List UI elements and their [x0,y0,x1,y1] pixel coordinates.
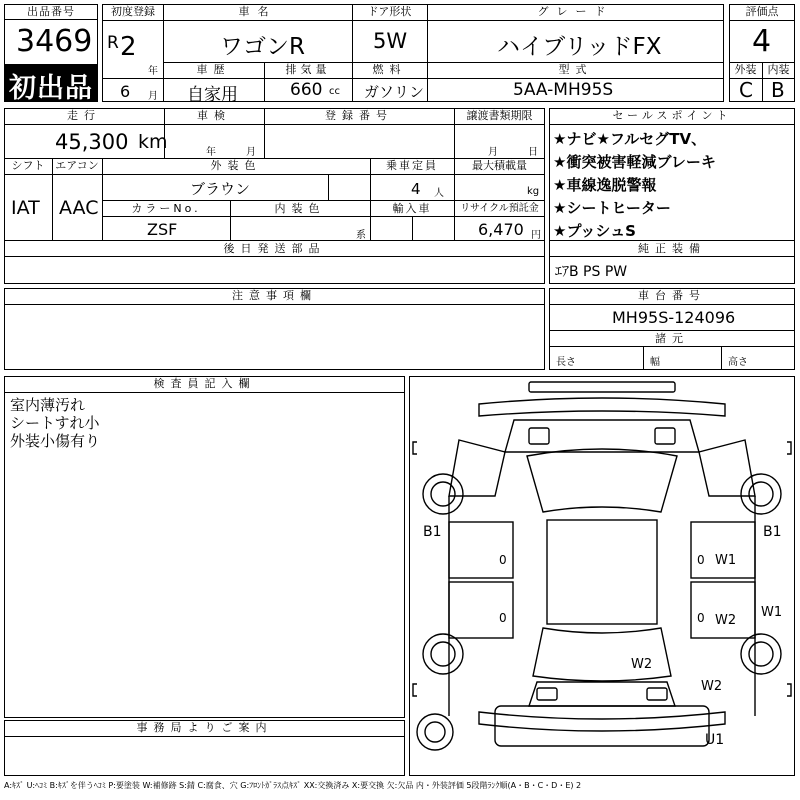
inspector-note: 室内薄汚れ [10,396,86,414]
inspector-note: シートすれ小 [10,414,100,432]
car-name-label: 車名 [238,5,277,18]
max-load-label: 最大積載量 [472,159,527,172]
capacity-value: 4 [411,180,421,198]
int-color-label: 内装色 [274,202,326,215]
color-no-label: カラーNo. [131,202,201,215]
equipment-value: ｴｱB PS PW [555,264,628,280]
first-reg-label: 初度登録 [111,5,155,18]
inspector-note: 外装小傷有り [10,432,101,450]
spec-height: 高さ [728,357,748,368]
year-unit: 年 [148,66,158,77]
ext-color-value: ブラウン [190,180,251,198]
recycle-label: リサイクル預託金 [460,203,539,214]
sales-point: ★ナビ★フルセグTV、 [553,130,707,148]
damage-mark: 0 [697,611,705,625]
history-label: 車歴 [196,63,231,76]
sales-point: ★プッシュS [553,222,636,240]
damage-mark: 0 [499,611,507,625]
model-label: 型式 [558,63,593,76]
era-letter: R [107,33,119,53]
inspection-label: 車検 [197,109,231,122]
mileage-label: 走行 [67,109,101,122]
lot-number: 3469 [16,24,93,59]
month-value: 6 [120,82,131,101]
lot-label: 出品番号 [27,5,75,18]
spec-length: 長さ [556,357,576,368]
grade-label: グレード [537,5,614,18]
model-value: 5AA-MH95S [513,80,614,100]
displacement-label: 排気量 [285,63,331,76]
capacity-label: 乗車定員 [386,159,438,172]
capacity-unit: 人 [434,188,444,199]
era-year: 2 [120,32,137,62]
recycle-unit: 円 [531,230,541,241]
reg-no-label: 登録番号 [325,109,393,122]
damage-mark: W2 [631,657,653,672]
legend-footer: A:ｷｽﾞ U:ﾍｺﾐ B:ｷｽﾞを伴うﾍｺﾐ P:要塗装 W:補修跡 S:錆 C:腐食、穴 G:ﾌﾛﾝﾄｶﾞﾗｽ点ｷｽﾞ XX:交換済み X:要交換 欠:欠品 内・外装評価 5段階ﾗﾝｸ順(A・B・C・D・E) 2 [4,781,582,790]
equipment-title: 純正装備 [638,242,706,255]
damage-mark: B1 [763,524,782,540]
spec-title: 諸元 [655,332,689,345]
damage-mark: W2 [715,613,737,628]
damage-mark: W1 [715,553,737,568]
int-color-unit: 系 [356,230,366,241]
sales-points-title: セールスポイント [612,109,732,122]
damage-mark: U1 [705,732,725,748]
inspector-notes [10,396,100,450]
damage-mark: 0 [499,553,507,567]
inspector-title: 検査員記入欄 [153,377,256,390]
car-diagram [409,376,795,776]
score-label: 評価点 [745,5,779,18]
spec-width: 幅 [650,357,660,368]
transfer-label: 譲渡書類期限 [466,109,533,122]
displacement-unit: cc [329,86,340,97]
notes-title: 注意事項欄 [232,289,317,302]
inspection-year-unit: 年 [206,147,216,158]
fuel-label: 燃料 [372,63,407,76]
chassis-title: 車台番号 [638,289,706,302]
shift-label: シフト [11,159,45,172]
car-name: ワゴンR [220,34,305,60]
door-label: ドア形状 [367,5,412,18]
mileage-value: 45,300 [55,130,129,154]
first-listing-text: 初出品 [9,73,93,104]
score-value: 4 [752,24,772,59]
sales-point: ★衝突被害軽減ブレーキ [553,153,716,171]
damage-mark: 0 [697,553,705,567]
max-load-unit: kg [527,186,540,197]
transfer-day: 日 [528,147,538,158]
sales-point: ★シートヒーター [553,199,671,217]
grade-value: ハイブリッドFX [497,34,662,60]
color-no-value: ZSF [147,220,178,239]
chassis-number: MH95S-124096 [612,308,736,327]
interior-label: 内装 [767,63,790,76]
exterior-label: 外装 [734,63,757,76]
recycle-value: 6,470 [478,220,524,239]
exterior-grade: C [739,78,753,102]
displacement-value: 660 [290,80,323,100]
shift-value: IAT [11,197,40,219]
inspection-month-unit: 月 [246,147,256,158]
damage-mark: B1 [423,524,442,540]
ac-value: AAC [59,197,99,219]
transfer-month: 月 [488,147,498,158]
interior-grade: B [771,78,785,102]
month-unit: 月 [148,91,158,102]
sales-points-list [553,128,716,243]
ac-label: エアコン [55,159,99,172]
sales-point: ★車線逸脱警報 [553,176,657,194]
damage-mark: W1 [761,605,783,620]
office-title: 事務局よりご案内 [136,721,273,734]
later-parts-label: 後日発送部品 [223,242,326,255]
mileage-unit: km [138,131,168,153]
damage-mark: W2 [701,679,723,694]
fuel-value: ガソリン [364,83,425,101]
door-value: 5W [373,29,408,53]
ext-color-label: 外装色 [210,159,262,172]
history-value: 自家用 [187,85,238,105]
import-label: 輸入車 [392,202,432,215]
